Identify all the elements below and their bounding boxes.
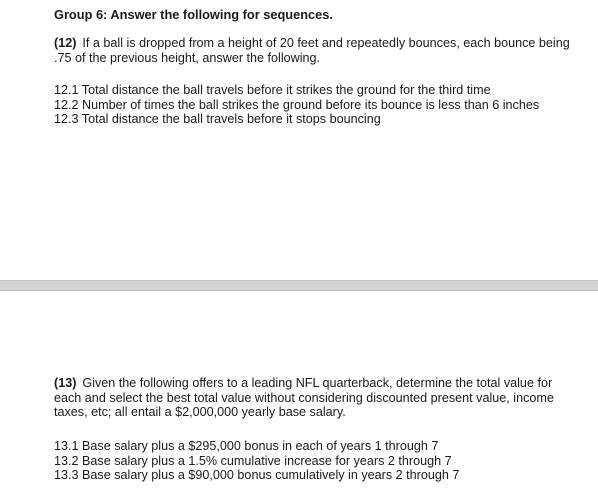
problem-13-statement — [54, 376, 574, 420]
problem-12-text: If a ball is dropped from a height of 20 feet and repeatedly bounces, each bounce being .75 of the previous height, answer the following. — [54, 36, 570, 65]
page-separator — [0, 280, 598, 291]
problem-13-text: Given the following offers to a leading NFL quarterback, determine the total value for each and select the best total value without considering discounted present value, income taxes, etc; all entail a $2,000,000 yearly base salary. — [54, 376, 554, 420]
problem-13-number: (13) — [54, 376, 77, 390]
item-12-3: 12.3 Total distance the ball travels before it stops bouncing — [54, 112, 381, 127]
item-13-2: 13.2 Base salary plus a 1.5% cumulative increase for years 2 through 7 — [54, 453, 452, 468]
problem-13-items — [54, 439, 574, 483]
item-13-1: 13.1 Base salary plus a $295,000 bonus in each of years 1 through 7 — [54, 439, 439, 453]
problem-12-statement — [54, 36, 574, 65]
document-page-bottom — [0, 291, 598, 499]
problem-12-items — [54, 83, 574, 127]
item-12-2: 12.2 Number of times the ball strikes the ground before its bounce is less than 6 inches — [54, 97, 540, 112]
group-heading: Group 6: Answer the following for sequences. — [54, 7, 333, 22]
item-12-1: 12.1 Total distance the ball travels before it strikes the ground for the third time — [54, 83, 491, 97]
item-13-3: 13.3 Base salary plus a $90,000 bonus cumulatively in years 2 through 7 — [54, 468, 460, 483]
problem-12-number: (12) — [54, 36, 77, 50]
